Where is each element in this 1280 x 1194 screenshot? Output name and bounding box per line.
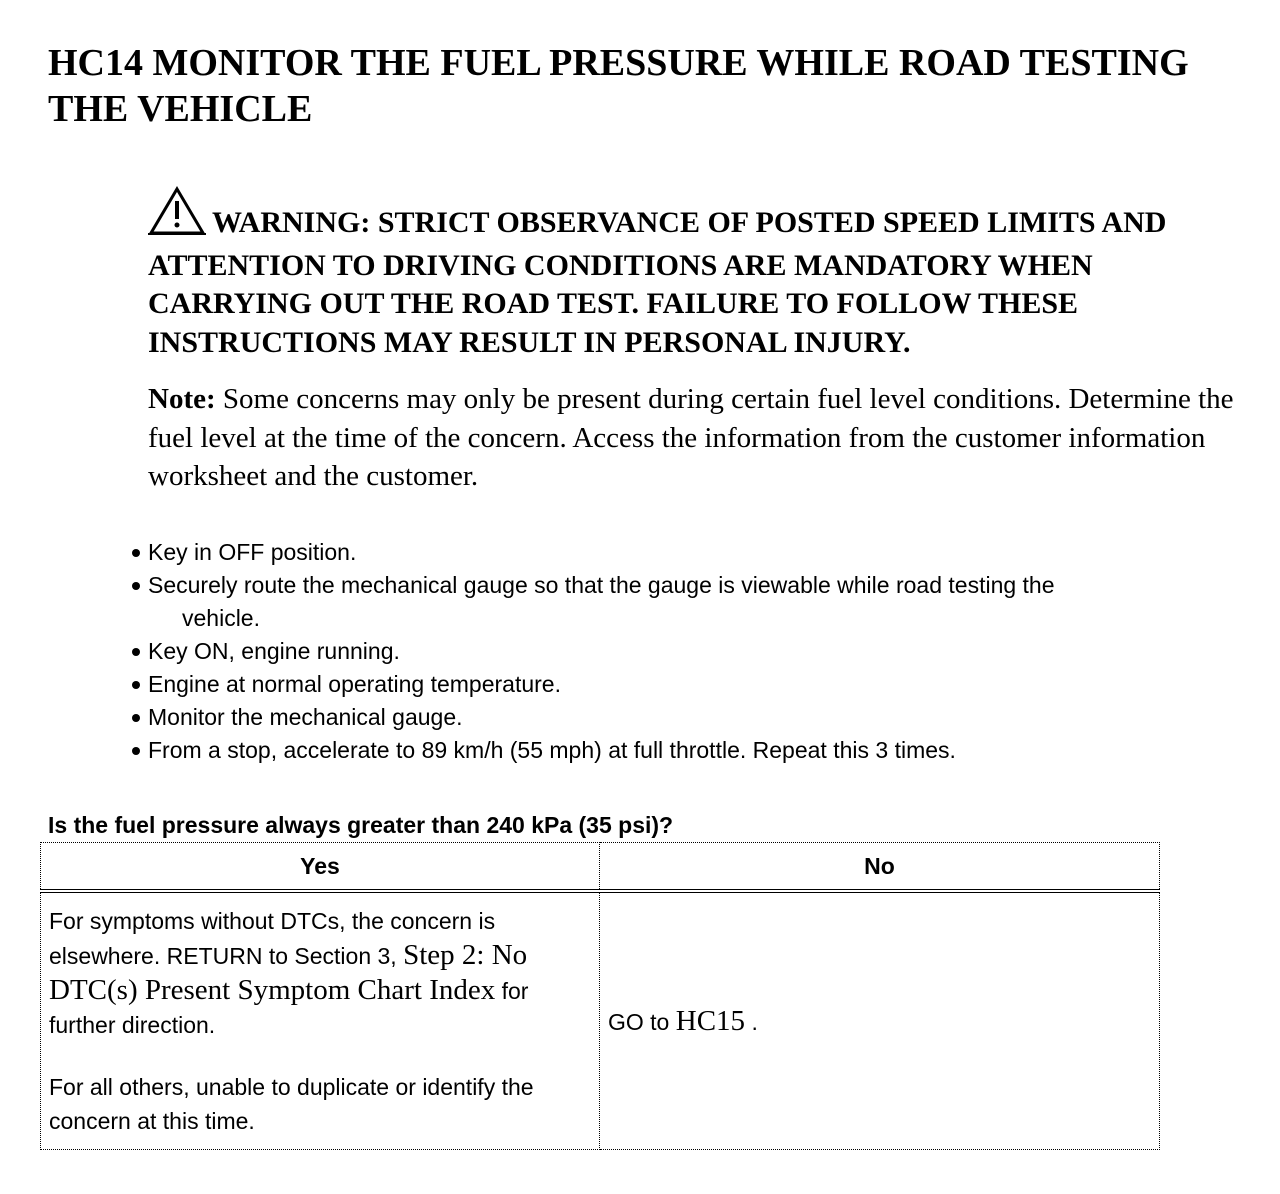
yes-paragraph-other: For all others, unable to duplicate or identify the concern at this time. (49, 1074, 534, 1134)
bullet-icon (132, 681, 140, 689)
page-title: HC14 MONITOR THE FUEL PRESSURE WHILE ROAD TESTING THE VEHICLE (48, 42, 1189, 130)
bullet-icon (132, 582, 140, 590)
yes-cell (41, 891, 600, 1150)
note-block (148, 380, 1248, 496)
list-item: Monitor the mechanical gauge. (130, 701, 1260, 734)
list-item: From a stop, accelerate to 89 km/h (55 mph) at full throttle. Repeat this 3 times. (130, 734, 1260, 767)
decision-question: Is the fuel pressure always greater than 240 kPa (35 psi)? (48, 812, 674, 838)
symptom-chart-link[interactable]: Step 2: No DTC(s) Present Symptom Chart Index (49, 939, 528, 1006)
note-label: Note: (148, 383, 216, 415)
bullet-icon (132, 747, 140, 755)
decision-table (40, 842, 1160, 1150)
warning-text: WARNING: STRICT OBSERVANCE OF POSTED SPEED LIMITS AND ATTENTION TO DRIVING CONDITIONS ARE MANDATORY WHEN CARRYING OUT THE ROAD TEST. FAILURE TO FOLLOW THESE INSTRUCTIONS MAY RESULT IN PERSONAL INJURY. (148, 206, 1167, 359)
warning-triangle-icon (148, 186, 206, 247)
bullet-icon (132, 714, 140, 722)
list-item: Key ON, engine running. (130, 635, 1260, 668)
warning-block (148, 186, 1238, 362)
no-header: No (600, 843, 1160, 892)
hc15-link[interactable]: HC15 (675, 1004, 746, 1037)
list-item: Key in OFF position. (130, 536, 1260, 569)
list-item: Engine at normal operating temperature. (130, 668, 1260, 701)
list-item: Securely route the mechanical gauge so that the gauge is viewable while road testing the vehicle. (130, 569, 1260, 635)
bullet-icon (132, 648, 140, 656)
note-text: Some concerns may only be present during certain fuel level conditions. Determine the fuel level at the time of the concern. Access the information from the customer information worksheet and the customer. (148, 383, 1234, 492)
bullet-icon (132, 549, 140, 557)
no-cell: GO to HC15 . (600, 891, 1160, 1150)
procedure-steps (130, 536, 1260, 767)
yes-header: Yes (41, 843, 600, 892)
yes-paragraph: For symptoms without DTCs, the concern is elsewhere. RETURN to Section 3, Step 2: No DTC(s) Present Symptom Chart Index for further direction. (49, 908, 529, 1038)
